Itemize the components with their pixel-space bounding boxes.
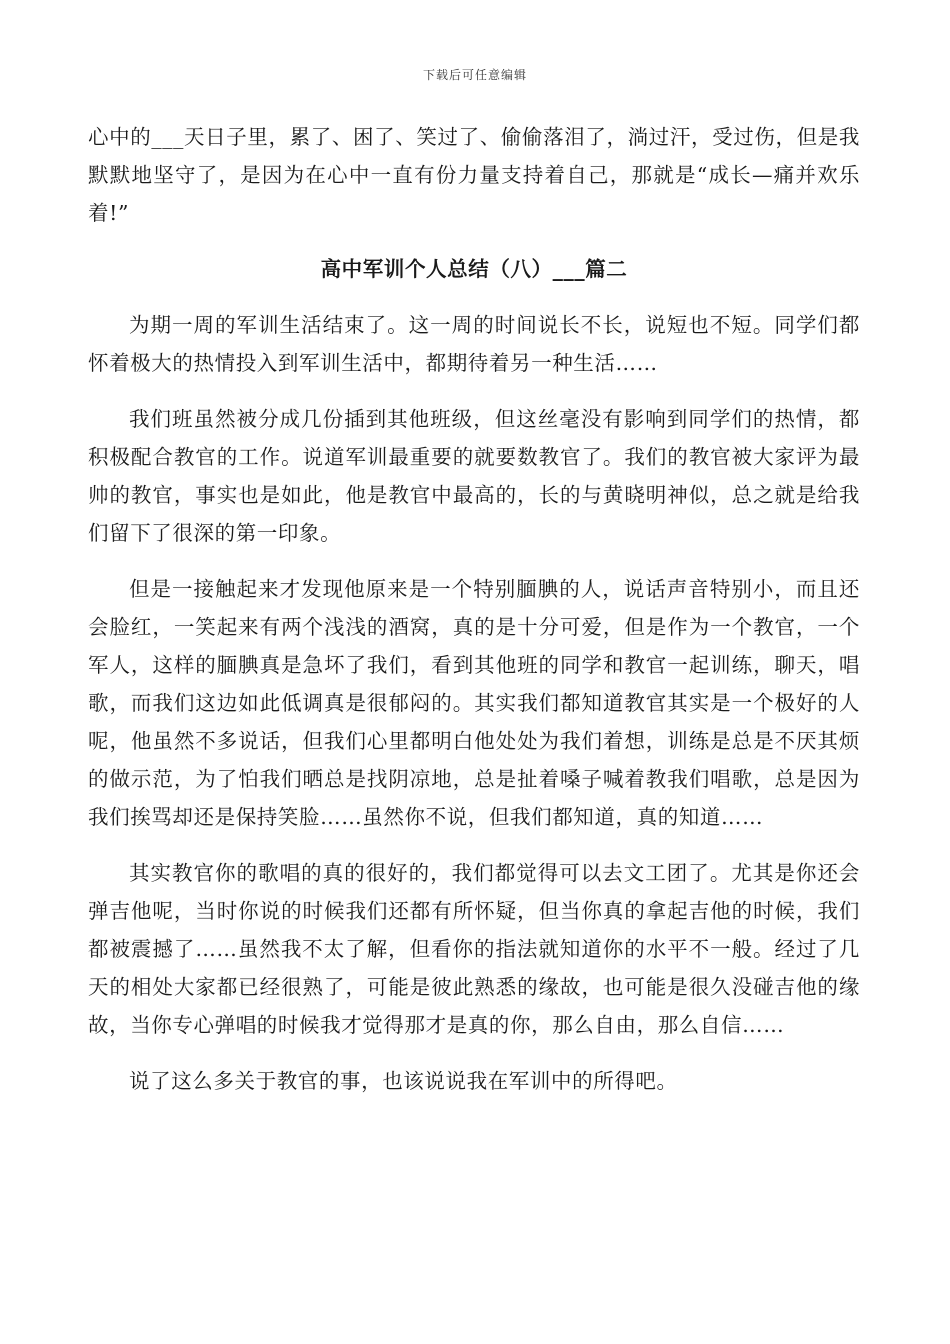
body-paragraph-4: 其实教官你的歌唱的真的很好的，我们都觉得可以去文工团了。尤其是你还会弹吉他呢，当时你说的时候我们还都有所怀疑，但当你真的拿起吉他的时候，我们都被震撼了……虽然我不太了解，但看你的指法就知道你的水平不一般。经过了几天的相处大家都已经很熟了，可能是彼此熟悉的缘故，也可能是很久没碰吉他的缘故，当你专心弹唱的时候我才觉得那才是真的你，那么自由，那么自信…… bbox=[88, 861, 860, 1037]
body-paragraph-2: 我们班虽然被分成几份插到其他班级，但这丝毫没有影响到同学们的热情，都积极配合教官的工作。说道军训最重要的就要数教官了。我们的教官被大家评为最帅的教官，事实也是如此，他是教官中最高的，长的与黄晓明神似，总之就是给我们留下了很深的第一印象。 bbox=[88, 407, 860, 545]
intro-paragraph: 心中的___天日子里，累了、困了、笑过了、偷偷落泪了，淌过汗，受过伤，但是我默默地坚守了，是因为在心中一直有份力量支持着自己，那就是“成长—痛并欢乐着!” bbox=[88, 125, 860, 225]
document-body bbox=[88, 118, 860, 1100]
header-note: 下载后可任意编辑 bbox=[422, 68, 527, 82]
section-title: 高中军训个人总结（八）___篇二 bbox=[320, 257, 628, 281]
body-paragraph-5: 说了这么多关于教官的事，也该说说我在军训中的所得吧。 bbox=[129, 1069, 678, 1093]
body-paragraph-3: 但是一接触起来才发现他原来是一个特别腼腆的人，说话声音特别小，而且还会脸红，一笑起来有两个浅浅的酒窝，真的是十分可爱，但是作为一个教官，一个军人，这样的腼腆真是急坏了我们，看到其他班的同学和教官一起训练，聊天，唱歌，而我们这边如此低调真是很郁闷的。其实我们都知道教官其实是一个极好的人呢，他虽然不多说话，但我们心里都明白他处处为我们着想，训练是总是不厌其烦的做示范，为了怕我们晒总是找阴凉地，总是扯着嗓子喊着教我们唱歌，总是因为我们挨骂却还是保持笑脸……虽然你不说，但我们都知道，真的知道…… bbox=[88, 577, 860, 829]
body-paragraph-1: 为期一周的军训生活结束了。这一周的时间说长不长，说短也不短。同学们都怀着极大的热情投入到军训生活中，都期待着另一种生活…… bbox=[88, 313, 860, 375]
